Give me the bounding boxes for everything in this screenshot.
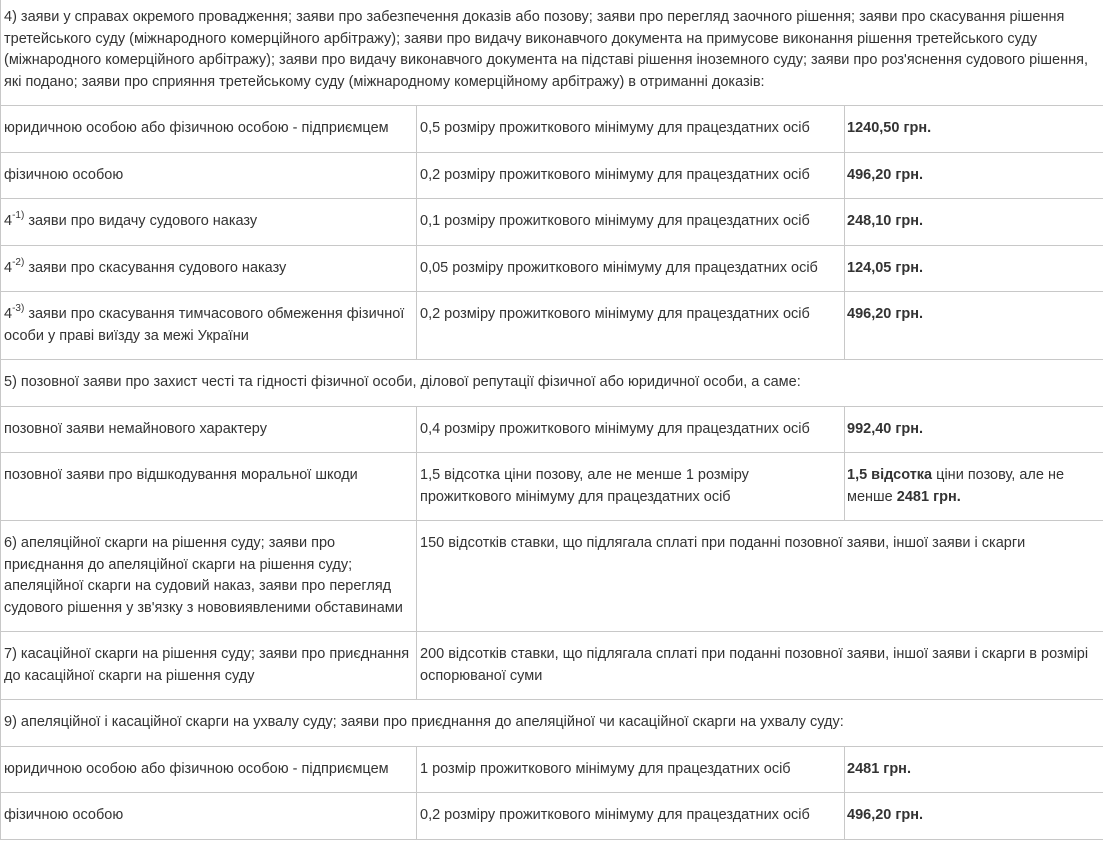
amount-cell: 124,05 грн. — [845, 245, 1103, 292]
amount-cell: 248,10 грн. — [845, 199, 1103, 246]
amount-cell: 1240,50 грн. — [845, 106, 1103, 153]
table-row-section-5-header — [1, 360, 1103, 407]
amount-cell: 992,40 грн. — [845, 406, 1103, 453]
table-row-section-4-1 — [1, 199, 1103, 246]
subject-cell: 7) касаційної скарги на рішення суду; заяви про приєднання до касаційної скарги на рішення суду — [1, 632, 417, 700]
item-text: заяви про скасування судового наказу — [24, 259, 287, 276]
table-row — [1, 406, 1103, 453]
amount-percent: 1,5 відсотка — [847, 467, 933, 483]
subject-cell: позовної заяви про відшкодування моральної шкоди — [1, 453, 417, 521]
item-text: заяви про скасування тимчасового обмеження фізичної особи у праві виїзду за межі України — [4, 306, 405, 344]
payer-cell: фізичною особою — [1, 152, 417, 199]
amount-cell — [845, 453, 1103, 521]
table-row-section-9-header — [1, 700, 1103, 747]
item-number-superscript: -2) — [12, 256, 25, 268]
item-number: 4 — [4, 259, 13, 276]
subject-cell: 6) апеляційної скарги на рішення суду; заяви про приєднання до апеляційної скарги на рішення суду; апеляційної скарги на судовий наказ, заяви про перегляд судового рішення у зв'язку з нововиявленими обставинами — [1, 521, 417, 632]
rate-cell: 0,1 розміру прожиткового мінімуму для працездатних осіб — [417, 199, 845, 246]
item-text: заяви про видачу судового наказу — [24, 213, 258, 229]
section-9-header: 9) апеляційної і касаційної скарги на ухвалу суду; заяви про приєднання до апеляційної чи касаційної скарги на ухвалу суду: — [1, 700, 1103, 747]
table-row — [1, 793, 1103, 840]
rate-cell: 0,05 розміру прожиткового мінімуму для працездатних осіб — [417, 245, 845, 292]
amount-text: ціни позову, але не менше — [847, 467, 1065, 505]
payer-cell: фізичною особою — [1, 793, 417, 840]
rate-cell: 0,2 розміру прожиткового мінімуму для працездатних осіб — [417, 292, 845, 360]
subject-cell — [1, 245, 417, 292]
payer-cell: юридичною особою або фізичною особою - підприємцем — [1, 746, 417, 793]
item-number-superscript: -3) — [12, 303, 25, 315]
rate-cell: 0,5 розміру прожиткового мінімуму для працездатних осіб — [417, 106, 845, 153]
table-row-section-4-3 — [1, 292, 1103, 360]
subject-cell — [1, 292, 417, 360]
item-number: 4 — [4, 306, 13, 322]
item-number: 4 — [4, 213, 13, 229]
table-row — [1, 746, 1103, 793]
rate-cell: 200 відсотків ставки, що підлягала сплаті при поданні позовної заяви, іншої заяви і скарги в розмірі оспорюваної суми — [417, 632, 1103, 700]
table-row — [1, 152, 1103, 199]
payer-cell: юридичною особою або фізичною особою - підприємцем — [1, 106, 417, 153]
table-row — [1, 453, 1103, 521]
rate-cell: 150 відсотків ставки, що підлягала сплаті при поданні позовної заяви, іншої заяви і скарги — [417, 521, 1103, 632]
item-number-superscript: -1) — [12, 210, 25, 222]
section-4-header: 4) заяви у справах окремого провадження; заяви про забезпечення доказів або позову; заяви про перегляд заочного рішення; заяви про скасування рішення третейського суду (міжнародного комерційного арбітражу); заяви про видачу виконавчого документа на примусове виконання рішення третейського суду (міжнародного комерційного арбітражу); заяви про видачу виконавчого документа на підставі рішення іноземного суду; заяви про роз'яснення судового рішення, які подано; заяви про сприяння третейському суду (міжнародному комерційному арбітражу) в отриманні доказів: — [1, 0, 1103, 106]
table-row-section-4-header — [1, 0, 1103, 106]
section-5-header: 5) позовної заяви про захист честі та гідності фізичної особи, ділової репутації фізичної або юридичної особи, а саме: — [1, 360, 1103, 407]
table-row-section-6 — [1, 521, 1103, 632]
table-row-section-7 — [1, 632, 1103, 700]
table-row — [1, 106, 1103, 153]
subject-cell — [1, 199, 417, 246]
rate-cell: 0,2 розміру прожиткового мінімуму для працездатних осіб — [417, 793, 845, 840]
table-row-section-4-2 — [1, 245, 1103, 292]
amount-minimum: 2481 грн. — [896, 488, 961, 505]
amount-cell: 496,20 грн. — [845, 292, 1103, 360]
amount-cell: 496,20 грн. — [845, 793, 1103, 840]
amount-cell: 496,20 грн. — [845, 152, 1103, 199]
amount-cell: 2481 грн. — [845, 746, 1103, 793]
rate-cell: 1,5 відсотка ціни позову, але не менше 1 розміру прожиткового мінімуму для працездатних осіб — [417, 453, 845, 521]
subject-cell: позовної заяви немайнового характеру — [1, 406, 417, 453]
rate-cell: 0,2 розміру прожиткового мінімуму для працездатних осіб — [417, 152, 845, 199]
rate-cell: 0,4 розміру прожиткового мінімуму для працездатних осіб — [417, 406, 845, 453]
rate-cell: 1 розмір прожиткового мінімуму для працездатних осіб — [417, 746, 845, 793]
